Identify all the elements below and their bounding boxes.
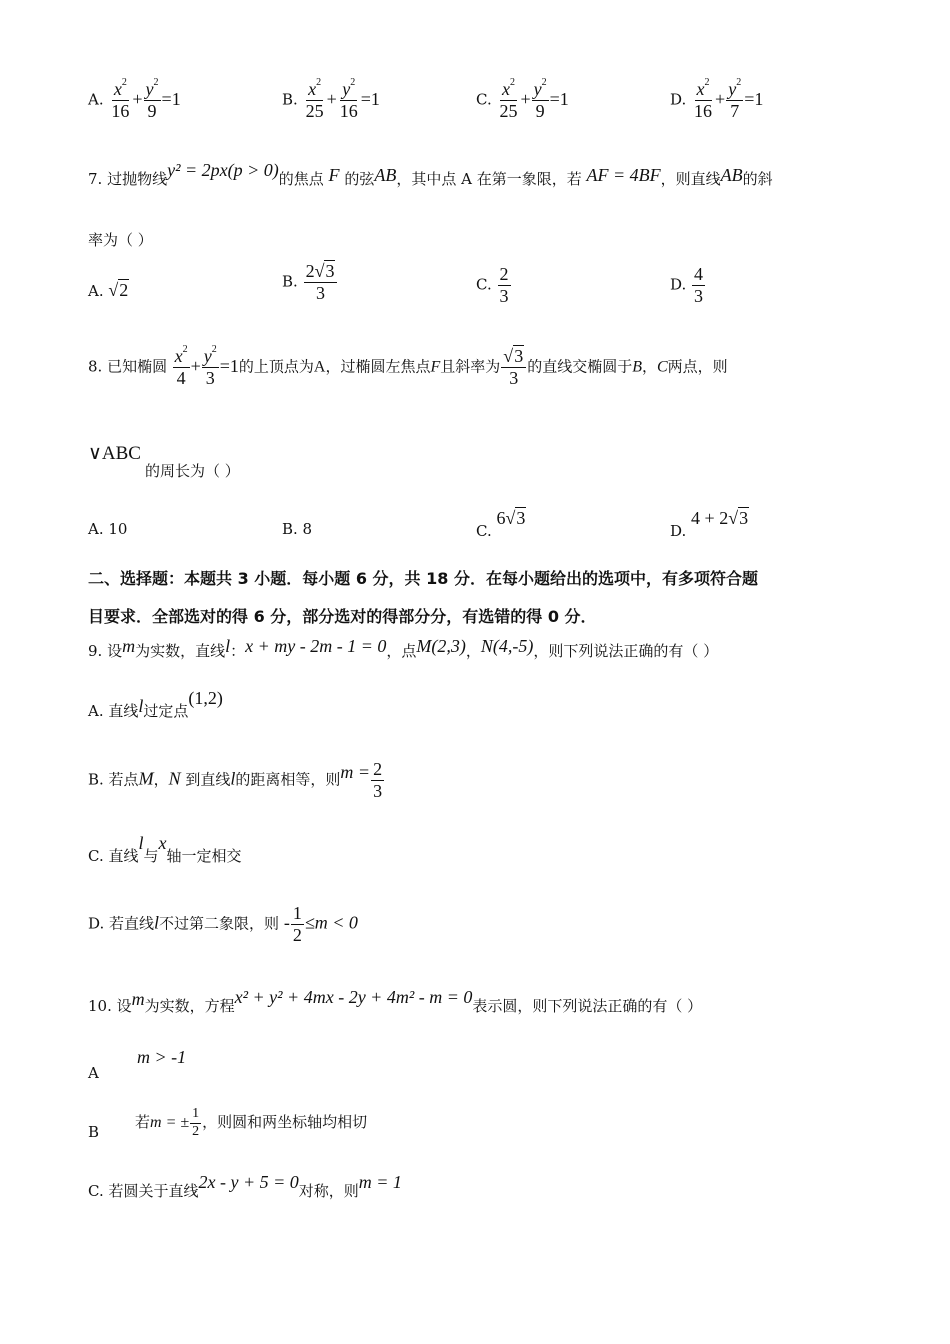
question-7-line2: 率为（ ） <box>88 231 153 249</box>
question-8-stem: 8. 已知椭圆 $\frac{x^2}{4}$ + $\frac{y^2}{3}$ =1的上顶点为A，过椭圆左焦点F且斜率为 $\frac{√3}{3}$ 的直线交椭圆于B，C两点，则 <box>88 344 728 389</box>
q9-option-b: B. 若点M，N 到直线l的距离相等，则m = $\frac{2}{3}$ <box>88 759 383 801</box>
q6-option-c: C. $\frac{x^2}{25}$ + $\frac{y^2}{9}$ =1 <box>476 77 569 121</box>
q6-option-a: A. $\frac{x^2}{16}$ + $\frac{y^2}{9}$ =1 <box>88 77 181 121</box>
q6-option-b: B. $\frac{x^2}{25}$ + $\frac{y^2}{16}$ =1 <box>282 77 380 121</box>
section-2-header-line2: 目要求．全部选对的得 6 分，部分选对的得部分分，有选错的得 0 分． <box>88 607 597 626</box>
q8-option-a: A. 10 <box>88 520 128 538</box>
q10-option-b: 若m = ± $\frac{1}{2}$ ，则圆和两坐标轴均相切 <box>135 1106 368 1139</box>
q10-option-c: C. 若圆关于直线2x - y + 5 = 0对称，则m = 1 <box>88 1172 402 1200</box>
question-8-line2: ∨ABC <box>88 443 141 464</box>
q9-option-c: C. 直线l与x轴一定相交 <box>88 833 242 865</box>
question-7-stem: 7. 过抛物线y² = 2px(p > 0)的焦点 F 的弦AB，其中点 A 在第一象限，若 AF = 4BF，则直线AB的斜 <box>88 160 773 188</box>
question-8-line2-text: 的周长为（ ） <box>145 462 240 480</box>
q6-option-d: D. $\frac{x^2}{16}$ + $\frac{y^2}{7}$ =1 <box>670 77 764 121</box>
q10-option-a-label: A <box>88 1064 99 1082</box>
q7-option-b: B. $\frac{2√3}{3}$ <box>282 262 338 303</box>
q8-option-b: B. 8 <box>282 520 313 538</box>
sqrt-symbol: √2 <box>108 280 129 300</box>
q8-option-d: D. 4 + 2√3 <box>670 508 749 540</box>
q7-option-a: A. √2 <box>88 280 129 300</box>
q7-option-c: C. $\frac{2}{3}$ <box>476 264 509 306</box>
q7-option-d: D. $\frac{4}{3}$ <box>670 264 704 306</box>
q9-option-d: D. 若直线l不过第二象限，则 - $\frac{1}{2}$ ≤m < 0 <box>88 903 358 945</box>
question-9-stem: 9. 设m为实数，直线l：x + my - 2m - 1 = 0，点M(2,3)，N(4,-5)，则下列说法正确的有（ ） <box>88 636 719 660</box>
section-2-header-line1: 二、选择题：本题共 3 小题．每小题 6 分，共 18 分．在每小题给出的选项中，有多项符合题 <box>88 569 758 588</box>
question-10-stem: 10. 设m为实数，方程x² + y² + 4mx - 2y + 4m² - m = 0表示圆，则下列说法正确的有（ ） <box>88 987 703 1015</box>
q9-option-a: A. 直线l过定点(1,2) <box>88 688 223 720</box>
q10-option-a-expr: m > -1 <box>137 1047 187 1067</box>
q10-option-b-label: B <box>88 1123 100 1141</box>
q8-option-c: C. 6√3 <box>476 508 526 540</box>
